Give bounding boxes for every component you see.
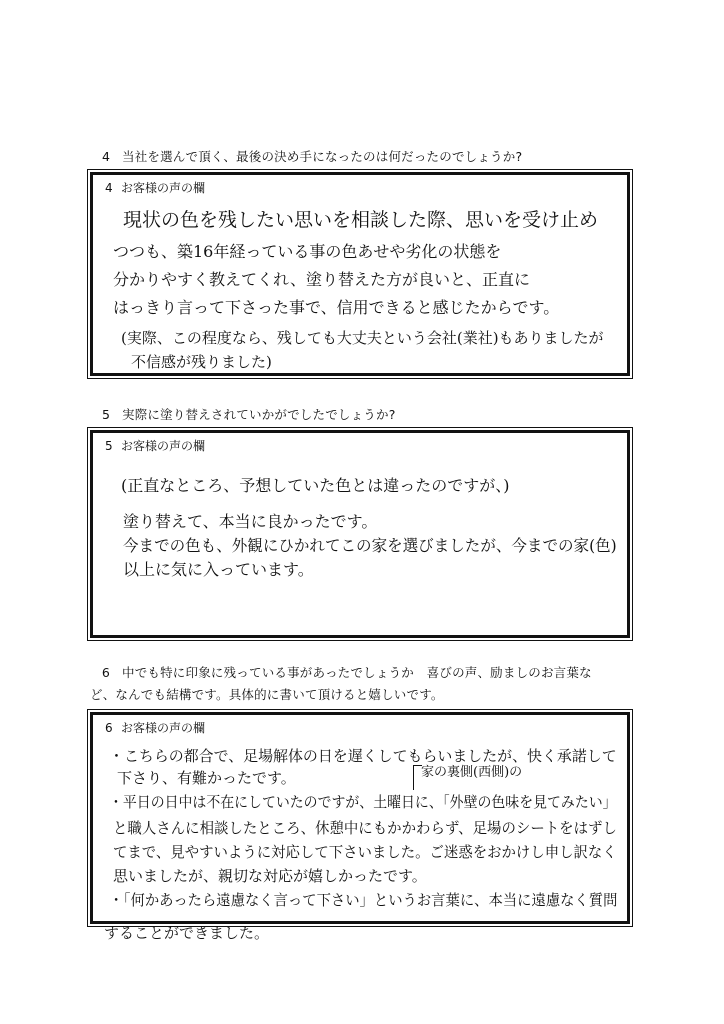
question-5 [102,404,642,426]
question-number: 6 [101,665,111,680]
box-label: 5 お客様の声の欄 [105,439,206,453]
handwritten-line: 塗り替えて、本当に良かったです。 [123,512,378,531]
handwritten-line: 現状の色を残したい思いを相談した際、思いを受け止め [123,209,599,231]
handwritten-line: てまで、見やすいように対応して下さいました。ご迷惑をおかけし申し訳なく [113,843,617,861]
handwritten-line: ・「何かあったら遠慮なく言って下さい」というお言葉に、本当に遠慮なく質問 [109,891,618,909]
handwritten-line: つつも、築16年経っている事の色あせや劣化の状態を [113,242,502,261]
handwritten-line: ・こちらの都合で、足場解体の日を遅くしてもらいましたが、快く承諾して [109,747,617,765]
handwritten-annotation: 家の裏側(西側)の [421,765,523,780]
box-label: 4 お客様の声の欄 [105,181,206,195]
handwritten-line: と職人さんに相談したところ、休憩中にもかかわらず、足場のシートをはずし [113,819,617,837]
box-label: 6 お客様の声の欄 [105,721,206,735]
handwritten-line: 思いましたが、親切な対応が嬉しかったです。 [113,867,427,885]
question-text: 実際に塗り替えされていかがでしたでしょうか? [122,407,396,422]
answer-box-4 [90,172,630,376]
question-text: 当社を選んで頂く、最後の決め手になったのは何だったのでしょうか? [122,149,523,164]
handwritten-line: (実際、この程度なら、残しても大丈夫という会社(業社)もありましたが [121,329,604,347]
question-text-line2: ど、なんでも結構です。具体的に書いて頂けると嬉しいです。 [90,687,444,702]
question-text-line1: 中でも特に印象に残っている事があったでしょうか 喜びの声、励ましのお言葉な [122,665,592,680]
handwritten-line: 今までの色も、外観にひかれてこの家を選びましたが、今までの家(色) [123,536,617,555]
handwritten-line: (正直なところ、予想していた色とは違ったのですが、) [121,476,510,495]
handwritten-line: はっきり言って下さった事で、信用できると感じたからです。 [113,298,560,317]
answer-box-6 [90,712,630,924]
annotation-bracket [413,765,422,790]
question-6 [90,662,650,706]
handwritten-line: 下さり、有難かったです。 [117,769,296,787]
handwritten-line: 以上に気に入っています。 [123,560,314,579]
handwritten-line: ・平日の日中は不在にしていたのですが、土曜日に、「外壁の色味を見てみたい」 [109,793,617,811]
question-number: 4 [102,149,111,164]
answer-box-5 [90,430,630,638]
handwritten-line: 不信感が残りました) [131,353,272,371]
question-number: 5 [102,407,111,422]
handwritten-line: 分かりやすく教えてくれ、塗り替えた方が良いと、正直に [113,270,530,289]
handwritten-line: することができました。 [104,924,270,942]
question-4 [102,146,642,168]
